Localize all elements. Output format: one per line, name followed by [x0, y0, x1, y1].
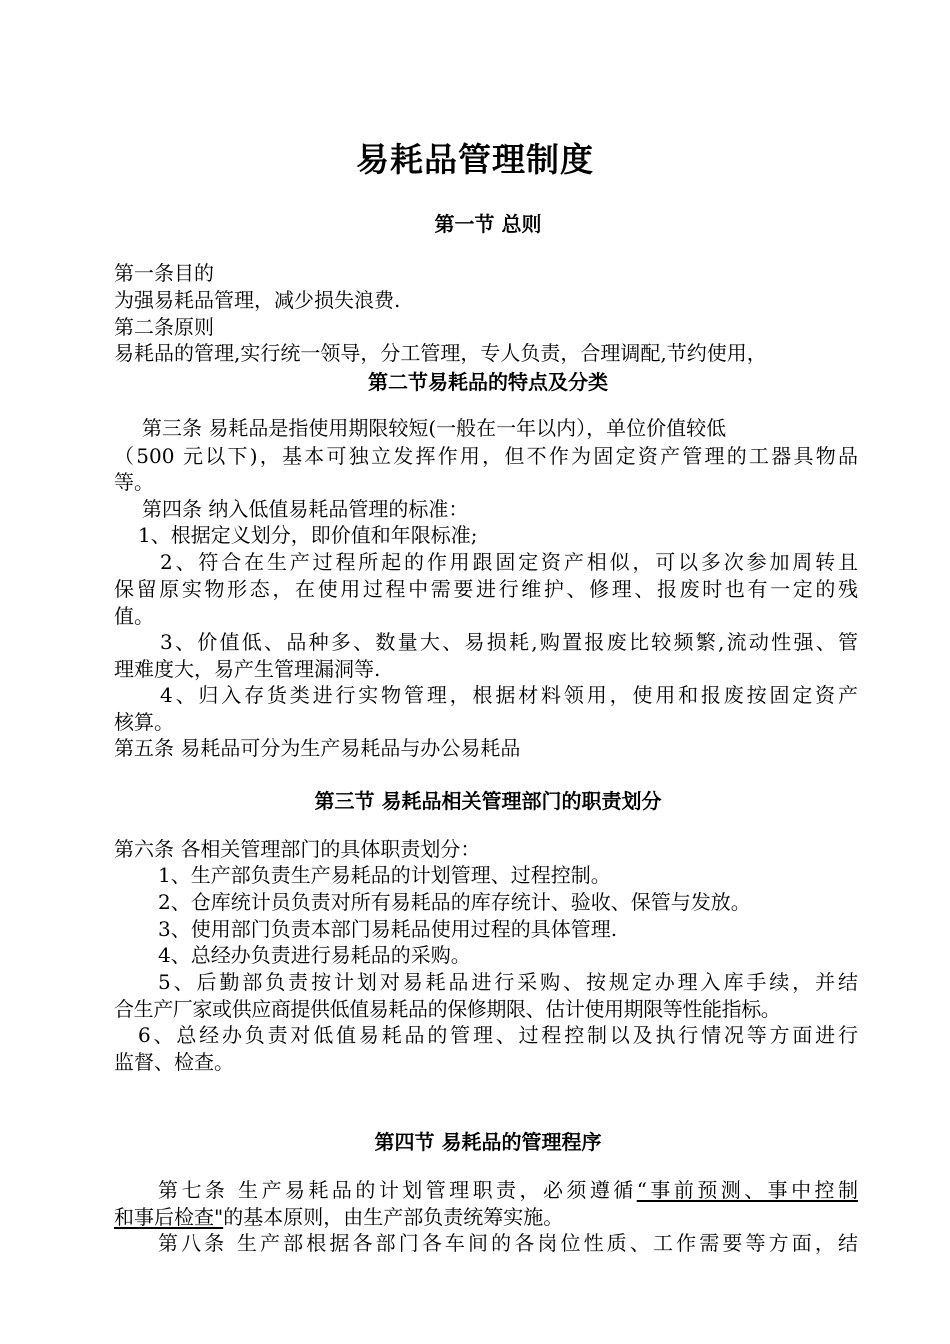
article-6-title: 第六条 各相关管理部门的具体职责划分： [114, 837, 481, 861]
article-4-item-2-line-1: 2、符合在生产过程所起的作用跟固定资产相似，可以多次参加周转且 [160, 550, 858, 574]
article-3-line-3: 等。 [114, 470, 154, 494]
article-4-item-4-line-1: 4、归入存货类进行实物管理，根据材料领用，使用和报废按固定资产 [160, 683, 858, 707]
duty-5-line-1: 5、后勤部负责按计划对易耗品进行采购、按规定办理入库手续，并结 [158, 970, 858, 994]
section-4-heading: 第四节 易耗品的管理程序 [374, 1130, 602, 1154]
article-3-line-2: （500 元以下)，基本可独立发挥作用，但不作为固定资产管理的工器具物品 [114, 444, 858, 468]
duty-4: 4、总经办负责进行易耗品的采购。 [158, 943, 471, 967]
duty-1: 1、生产部负责生产易耗品的计划管理、过程控制。 [158, 863, 611, 887]
duty-3: 3、使用部门负责本部门易耗品使用过程的具体管理. [158, 917, 618, 941]
article-7-underlined-b: 和事后检查" [114, 1205, 224, 1229]
duty-2: 2、仓库统计员负责对所有易耗品的库存统计、验收、保管与发放。 [158, 890, 751, 914]
duty-6-line-2: 监督、检查。 [114, 1050, 234, 1074]
article-4-item-1: 1、根据定义划分，即价值和年限标准; [138, 523, 478, 547]
article-3-line-1: 第三条 易耗品是指使用期限较短(一般在一年以内），单位价值较低 [142, 416, 727, 440]
document-title: 易耗品管理制度 [356, 140, 594, 179]
article-4-item-3-line-1: 3、价值低、品种多、数量大、易损耗,购置报废比较频繁,流动性强、管 [160, 630, 858, 654]
article-4-item-4-line-2: 核算。 [114, 710, 174, 734]
duty-6-line-1: 6、总经办负责对低值易耗品的管理、过程控制以及执行情况等方面进行 [138, 1023, 858, 1047]
article-4-item-3-line-2: 理难度大，易产生管理漏洞等. [114, 657, 381, 681]
article-4-item-2-line-2: 保留原实物形态，在使用过程中需要进行维护、修理、报废时也有一定的残 [114, 577, 858, 601]
article-7-line-1 [158, 1176, 858, 1204]
article-7-text-a: 第七条 生产易耗品的计划管理职责，必须遵循 [158, 1178, 637, 1202]
article-4-title: 第四条 纳入低值易耗品管理的标准： [142, 497, 469, 521]
article-2-title: 第二条原则 [114, 315, 214, 339]
article-7-line-2 [114, 1203, 563, 1231]
article-1-body: 为强易耗品管理，减少损失浪费. [114, 288, 401, 312]
duty-5-line-2: 合生产厂家或供应商提供低值易耗品的保修期限、估计使用期限等性能指标。 [114, 997, 781, 1021]
section-1-heading: 第一节 总则 [434, 212, 542, 236]
article-4-item-2-line-3: 值。 [114, 604, 154, 628]
article-1-title: 第一条目的 [114, 261, 214, 285]
section-3-heading: 第三节 易耗品相关管理部门的职责划分 [314, 789, 662, 813]
section-2-heading: 第二节易耗品的特点及分类 [368, 370, 608, 394]
article-7-underlined-a: “事前预测、事中控制 [636, 1178, 858, 1202]
article-8-line-1: 第八条 生产部根据各部门各车间的各岗位性质、工作需要等方面，结 [158, 1231, 858, 1255]
article-7-text-b: 的基本原则，由生产部负责统筹实施。 [223, 1205, 564, 1229]
article-2-body: 易耗品的管理,实行统一领导，分工管理，专人负责，合理调配,节约使用， [114, 341, 767, 365]
article-5: 第五条 易耗品可分为生产易耗品与办公易耗品 [114, 736, 521, 760]
